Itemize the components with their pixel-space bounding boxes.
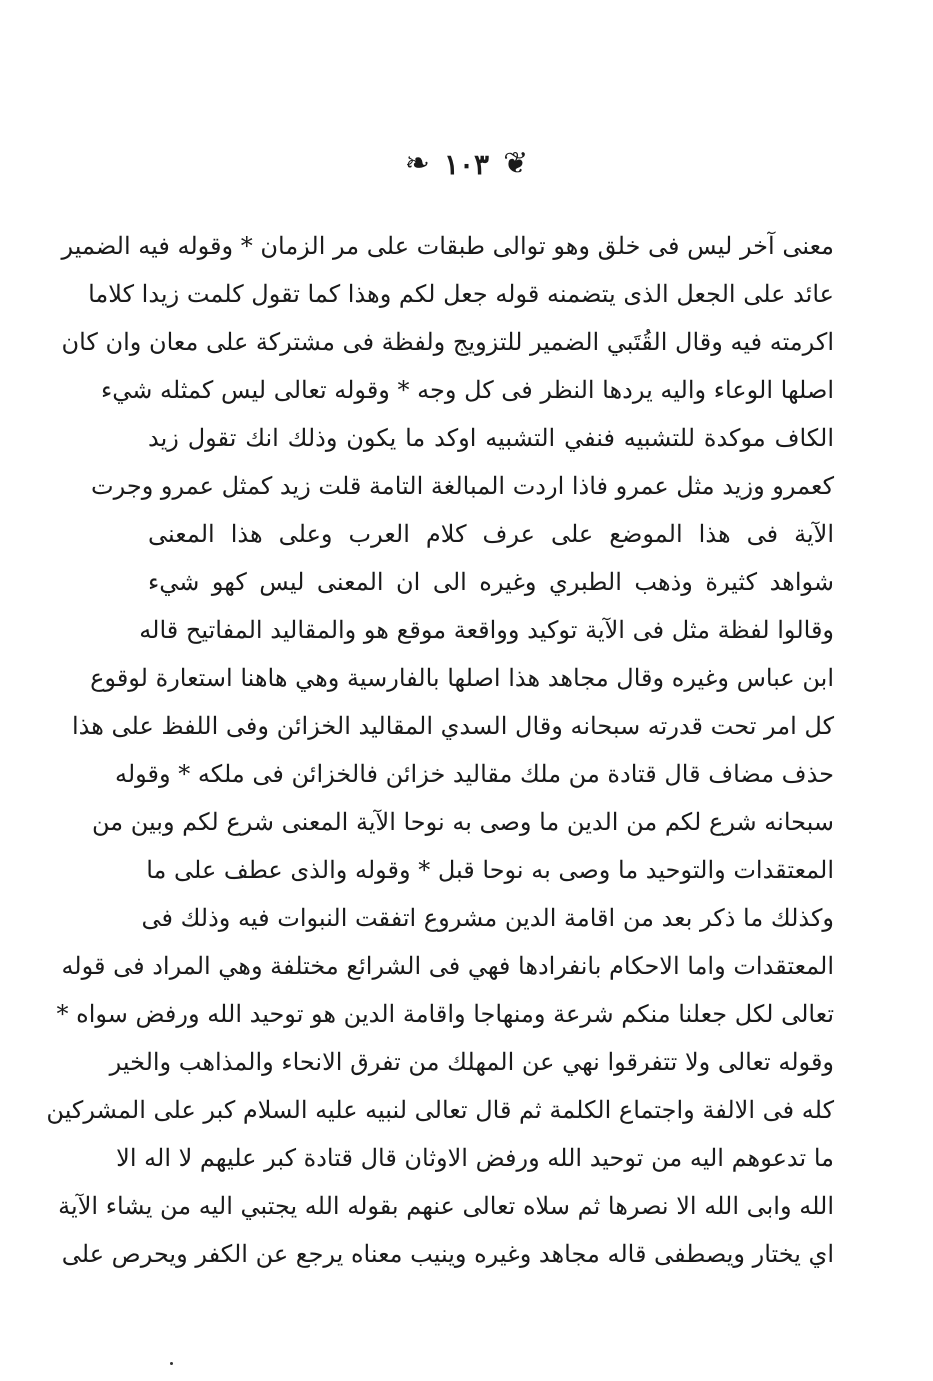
page-header <box>0 142 933 186</box>
text-line: ما تدعوهم اليه من توحيد الله ورفض الاوثان قال قتادة كبر عليهم لا اله الا <box>116 1144 834 1172</box>
text-line: اكرمته فيه وقال القُتَبي الضمير للتزويج ولفظة فى مشتركة على معان وان كان <box>61 328 834 356</box>
text-line: وقوله تعالى ولا تتفرقوا نهي عن المهلك من تفرق الانحاء والمذاهب والخير <box>109 1048 834 1076</box>
text-line: وقالوا لفظة مثل فى الآية توكيد وواقعة موقع هو والمقاليد المفاتيح قاله <box>139 616 834 644</box>
text-line: اصلها الوعاء واليه يردها النظر فى كل وجه * وقوله تعالى ليس كمثله شيء <box>100 376 834 404</box>
text-line: حذف مضاف قال قتادة من ملك مقاليد خزائن فالخزائن فى ملكه * وقوله <box>114 760 834 788</box>
text-line: سبحانه شرع لكم من الدين ما وصى به نوحا الآية المعنى شرع لكم وبين من <box>92 808 834 836</box>
text-line: الآية فى هذا الموضع على عرف كلام العرب وعلى هذا المعنى <box>148 520 834 548</box>
text-line: شواهد كثيرة وذهب الطبري وغيره الى ان المعنى ليس كهو شيء <box>148 568 834 596</box>
text-line: المعتقدات واما الاحكام بانفرادها فهي فى الشرائع مختلفة وهي المراد فى قوله <box>61 952 834 980</box>
text-line: اي يختار ويصطفى قاله مجاهد وغيره وينيب معناه يرجع عن الكفر ويحرص على <box>61 1240 834 1268</box>
text-line: وكذلك ما ذكر بعد من اقامة الدين مشروع اتفقت النبوات فيه وذلك فى <box>141 904 834 932</box>
text-line: ابن عباس وغيره وقال مجاهد هذا اصلها بالفارسية وهي هاهنا استعارة لوقوع <box>90 664 834 692</box>
text-line: كله فى الالفة واجتماع الكلمة ثم قال تعالى لنبيه عليه السلام كبر على المشركين <box>46 1096 834 1124</box>
print-speck <box>170 1362 173 1365</box>
text-line: الله وابى الله الا نصرها ثم سلاه تعالى عنهم بقوله الله يجتبي اليه من يشاء الآية <box>58 1192 834 1220</box>
text-line: تعالى لكل جعلنا منكم شرعة ومنهاجا واقامة الدين هو توحيد الله ورفض سواه * <box>56 1000 834 1028</box>
body-text <box>46 222 834 1278</box>
text-line: كل امر تحت قدرته سبحانه وقال السدي المقاليد الخزائن وفى اللفظ على هذا <box>71 712 834 740</box>
text-line: المعتقدات والتوحيد ما وصى به نوحا قبل * وقوله والذى عطف على ما <box>146 856 834 884</box>
text-line: معنى آخر ليس فى خلق وهو توالى طبقات على مر الزمان * وقوله فيه الضمير <box>61 232 834 260</box>
right-ornament-icon: ❦ <box>503 146 529 181</box>
text-line: الكاف موكدة للتشبيه فنفي التشبيه اوكد ما يكون وذلك انك تقول زيد <box>148 424 834 452</box>
page-number: ١٠٣ <box>443 147 490 181</box>
text-line: عائد على الجعل الذى يتضمنه قوله جعل لكم وهذا كما تقول كلمت زيدا كلاما <box>88 280 834 308</box>
text-line: كعمرو وزيد مثل عمرو فاذا اردت المبالغة التامة قلت زيد كمثل عمرو وجرت <box>91 472 834 500</box>
left-ornament-icon: ❧ <box>404 146 430 181</box>
